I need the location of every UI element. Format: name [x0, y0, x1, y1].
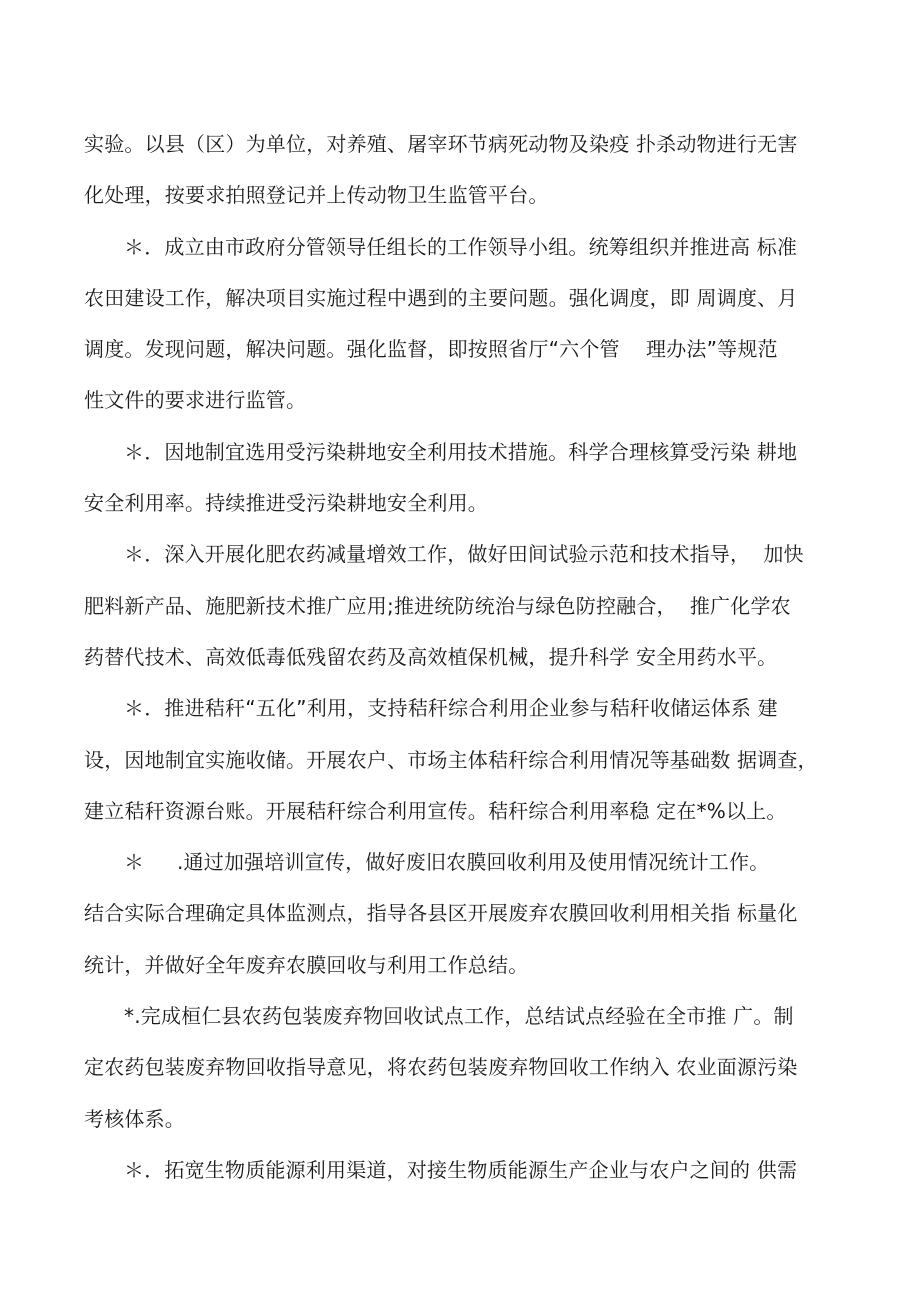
- text-line: 农田建设工作，解决项目实施过程中遇到的主要问题。强化调度，即 周调度、月: [84, 285, 798, 310]
- paragraph: [84, 991, 844, 1145]
- text-line: 安全利用率。持续推进受污染耕地安全利用。: [84, 491, 488, 516]
- text-line: ＊．成立由市政府分管领导任组长的工作领导小组。统筹组织并推进高 标准: [124, 234, 798, 259]
- text-line: 肥料新产品、施肥新技术推广应用;推进统防统治与绿色防控融合， 推广化学农: [84, 593, 791, 618]
- paragraph: [84, 837, 844, 991]
- paragraph: [84, 119, 844, 222]
- text-line: 性文件的要求进行监管。: [84, 388, 307, 413]
- text-line: 考核体系。: [84, 1106, 185, 1131]
- paragraph: [84, 529, 844, 683]
- text-line: ＊．推进秸秆“五化”利用，支持秸秆综合利用企业参与秸秆收储运体系 建: [124, 696, 778, 721]
- text-line: 实验。以县（区）为单位，对养殖、屠宰环节病死动物及染疫 扑杀动物进行无害: [84, 132, 798, 156]
- paragraph: [84, 427, 844, 530]
- paragraph: [84, 222, 844, 427]
- text-line: 统计，并做好全年废弃农膜回收与利用工作总结。: [84, 952, 529, 977]
- text-line: 定农药包装废弃物回收指导意见，将农药包装废弃物回收工作纳入 农业面源污染: [84, 1055, 798, 1080]
- text-line: *.完成桓仁县农药包装废弃物回收试点工作，总结试点经验在全市推 广。制: [124, 1004, 794, 1029]
- text-line: ＊．拓宽生物质能源利用渠道，对接生物质能源生产企业与农户之间的 供需: [124, 1157, 798, 1182]
- text-line: 设，因地制宜实施收储。开展农户、市场主体秸秆综合利用情况等基础数 据调查，: [84, 747, 818, 772]
- text-line: ＊．深入开展化肥农药减量增效工作，做好田间试验示范和技术指导， 加快: [124, 542, 804, 567]
- text-line: 建立秸秆资源台账。开展秸秆综合利用宣传。秸秆综合利用率稳 定在*%以上。: [84, 798, 787, 823]
- text-line: 药替代技术、高效低毒低残留农药及高效植保机械，提升科学 安全用药水平。: [84, 644, 778, 669]
- text-line: ＊．因地制宜选用受污染耕地安全利用技术措施。科学合理核算受污染 耕地: [124, 439, 798, 464]
- text-line: ＊ .通过加强培训宣传，做好废旧农膜回收利用及使用情况统计工作。: [124, 850, 770, 875]
- document-body: [84, 119, 844, 1196]
- text-line: 调度。发现问题，解决问题。强化监督，即按照省厅“六个管 理办法”等规范: [84, 337, 778, 362]
- paragraph: [84, 1145, 844, 1196]
- text-line: 结合实际合理确定具体监测点，指导各县区开展废弃农膜回收利用相关指 标量化: [84, 901, 798, 926]
- text-line: 化处理，按要求拍照登记并上传动物卫生监管平台。: [84, 183, 549, 208]
- paragraph: [84, 683, 844, 837]
